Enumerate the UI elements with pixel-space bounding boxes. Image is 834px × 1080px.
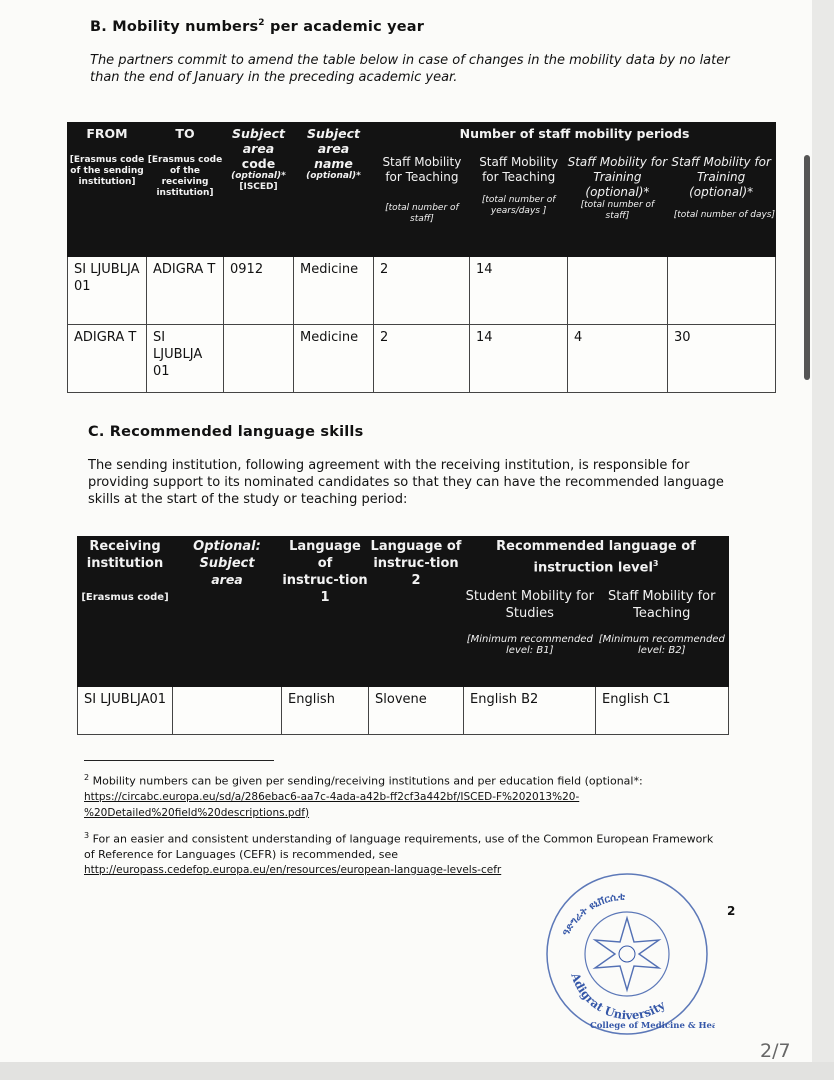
section-c-intro: The sending institution, following agreement with the receiving institution, is responsible for providing support to its nominated candidates so that they can have the recommended language skills at the start of the study or teaching period:: [88, 458, 724, 507]
cell-staff-training-count: [568, 257, 668, 325]
cell-staff-level: English C1: [596, 687, 729, 735]
header-staff-training-days: Staff Mobility for Training (optional)* [total number of days]: [671, 155, 775, 220]
footnote-2-link[interactable]: https://circabc.europa.eu/sd/a/286ebac6-aa7c-4ada-a42b-ff2cf3a442bf/ISCED-F%202013%20- %20Detailed%20field%20descriptions.pdf): [84, 790, 580, 819]
cell-lang2: Slovene: [369, 687, 464, 735]
cell-receiving: SI LJUBLJA01: [78, 687, 173, 735]
cell-from: ADIGRA T: [68, 325, 147, 393]
cell-subject: [173, 687, 282, 735]
cell-staff-teaching-count: 2: [374, 325, 470, 393]
header-staff-mobility: Staff Mobility for Teaching [Minimum recommended level: B2]: [598, 589, 725, 657]
cell-staff-training-count: 4: [568, 325, 668, 393]
mobility-table: [67, 122, 776, 393]
page-number: 2: [727, 904, 736, 918]
header-from: FROM [Erasmus code of the sending institution]: [68, 123, 147, 257]
cell-student-level: English B2: [464, 687, 596, 735]
footnote-3: $^3$ For an easier and consistent understanding of language requirements, use of the Common European Framework of Reference for Languages (CEFR) is recommended, see http://europass.cedefop.europa.eu/en/resources/european-language-levels-cefr: [84, 831, 714, 876]
svg-text:ዓድግራት ዩኒቨርሲቲ: ዓድግራት ዩኒቨርሲቲ: [560, 891, 626, 938]
header-staff-group: Number of staff mobility periods Staff Mobility for Teaching [total number of staff] Staff Mobility for Teaching [total number of years/days ] Staff Mobility for Training (optional)* [total number of staff] Staff Mobility for Training (optional)* [total number of days]: [374, 123, 776, 257]
cell-name: Medicine: [294, 257, 374, 325]
header-staff-teaching-count: Staff Mobility for Teaching [total number of staff]: [382, 155, 462, 224]
table-row: [68, 257, 776, 325]
cell-code: [224, 325, 294, 393]
cell-from: SI LJUBLJA 01: [68, 257, 147, 325]
header-student-mobility: Student Mobility for Studies [Minimum recommended level: B1]: [465, 589, 594, 657]
header-optional-subject-area: Optional: Subject area: [173, 537, 282, 687]
footnote-2: $^2$ Mobility numbers can be given per sending/receiving institutions and per education field (optional*: https://circabc.europa.eu/sd/a/286ebac6-aa7c-4ada-a42b-ff2cf3a442bf/ISCED-F%202013%20- %20Detailed%20field%20descriptions.pdf): [84, 773, 643, 819]
table-row: [68, 325, 776, 393]
header-subject-code: Subject area code (optional)* [ISCED]: [224, 123, 294, 257]
footnote-divider: [84, 760, 274, 761]
header-to: TO [Erasmus code of the receiving institution]: [147, 123, 224, 257]
viewer-scrollbar[interactable]: [804, 155, 810, 380]
header-language-2: Language of instruc-tion 2: [369, 537, 464, 687]
cell-staff-teaching-count: 2: [374, 257, 470, 325]
language-table: [77, 536, 729, 735]
cell-name: Medicine: [294, 325, 374, 393]
viewer-bottom-bar: [0, 1062, 834, 1080]
cell-code: 0912: [224, 257, 294, 325]
viewer-page-count: 2/7: [760, 1040, 791, 1062]
section-b-intro: The partners commit to amend the table below in case of changes in the mobility data by no later than the end of January in the preceding academic year.: [90, 53, 730, 85]
header-recommended-level: Recommended language of instruction level$^3$ Student Mobility for Studies [Minimum recommended level: B1] Staff Mobility for Teaching [Minimum recommended level: B2]: [464, 537, 729, 687]
svg-text:Adigrat University: Adigrat University: [568, 970, 668, 1023]
footnote-3-link[interactable]: http://europass.cedefop.europa.eu/en/resources/european-language-levels-cefr: [84, 863, 502, 876]
header-receiving-institution: Receiving institution [Erasmus code]: [78, 537, 173, 687]
section-b-heading: B. Mobility numbers$^2$ per academic year: [90, 18, 425, 35]
cell-staff-training-days: 30: [668, 325, 776, 393]
section-c-heading: C. Recommended language skills: [88, 424, 364, 440]
cell-staff-teaching-days: 14: [470, 325, 568, 393]
cell-staff-training-days: [668, 257, 776, 325]
header-staff-training-count: Staff Mobility for Training (optional)* [total number of staff]: [567, 155, 668, 221]
header-language-1: Language of instruc-tion 1: [282, 537, 369, 687]
cell-staff-teaching-days: 14: [470, 257, 568, 325]
header-staff-teaching-days: Staff Mobility for Teaching [total number of years/days ]: [479, 155, 559, 216]
table-row: [78, 687, 729, 735]
cell-to: ADIGRA T: [147, 257, 224, 325]
header-subject-name: Subject area name (optional)*: [294, 123, 374, 257]
cell-lang1: English: [282, 687, 369, 735]
cell-to: SI LJUBLJA 01: [147, 325, 224, 393]
university-stamp: [540, 868, 715, 1038]
svg-text:College of Medicine & Health S: College of Medicine & Hea: [590, 1021, 715, 1031]
